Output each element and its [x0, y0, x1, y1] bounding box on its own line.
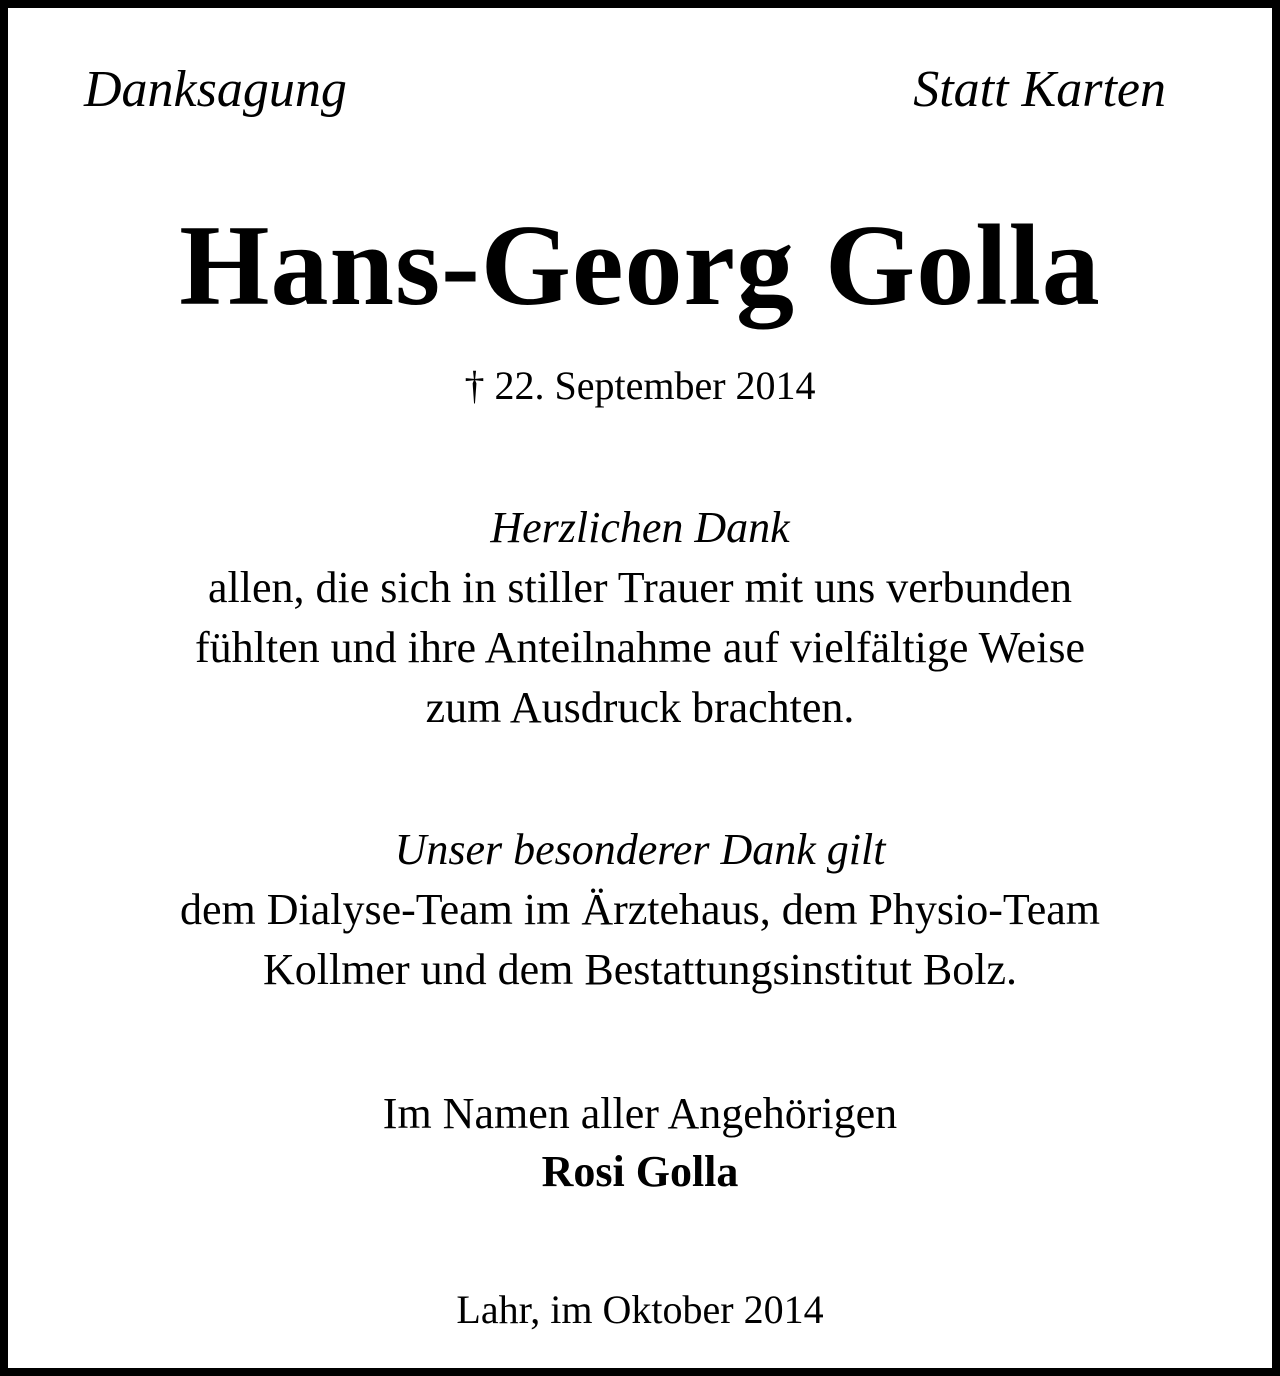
special-thanks-line-1: dem Dialyse-Team im Ärztehaus, dem Physio-Team [179, 885, 1101, 934]
thanks-line-1: allen, die sich in stiller Trauer mit uns verbunden [208, 563, 1072, 612]
thanks-heading: Herzlichen Dank [490, 503, 790, 552]
thanks-line-2: fühlten und ihre Anteilnahme auf vielfältige Weise [194, 623, 1086, 672]
thanks-line-3: zum Ausdruck brachten. [425, 683, 855, 732]
header-statt-karten: Statt Karten [913, 61, 1166, 118]
deceased-name: Hans-Georg Golla [179, 202, 1101, 330]
header-danksagung: Danksagung [84, 61, 347, 118]
place-date: Lahr, im Oktober 2014 [456, 1287, 824, 1332]
death-date: † 22. September 2014 [464, 363, 816, 408]
signature-name: Rosi Golla [541, 1147, 739, 1196]
special-thanks-heading: Unser besonderer Dank gilt [394, 825, 886, 874]
closing-line: Im Namen aller Angehörigen [382, 1089, 898, 1138]
special-thanks-line-2: Kollmer und dem Bestattungsinstitut Bolz. [262, 945, 1018, 994]
